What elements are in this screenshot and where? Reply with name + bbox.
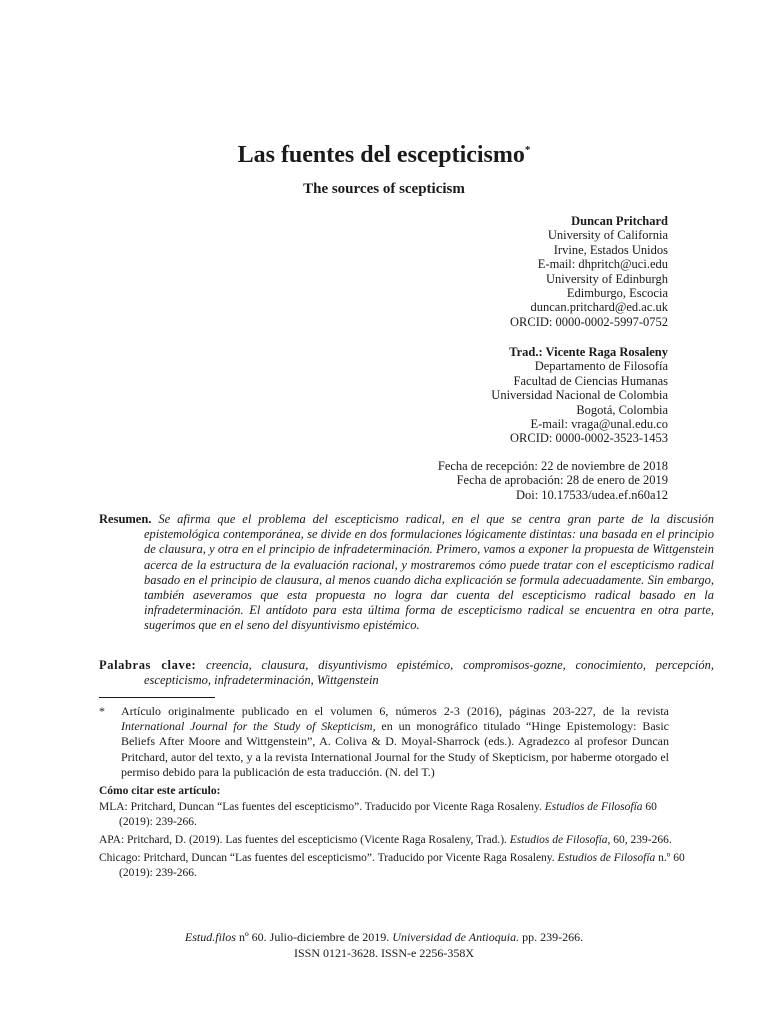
author-email: duncan.pritchard@ed.ac.uk [530,300,668,315]
title-footnote-mark: * [524,144,531,156]
author-block [510,214,668,329]
translator-name: Trad.: Vicente Raga Rosaleny [509,345,668,359]
author-email: E-mail: dhpritch@uci.edu [537,257,668,272]
translator-line: Facultad de Ciencias Humanas [513,373,668,388]
abstract [99,512,714,634]
approved-date: Fecha de aprobación: 28 de enero de 2019 [456,473,668,488]
author-line: University of Edinburgh [546,271,668,286]
citation-heading-block [99,784,669,799]
footer-pages: pp. 239-266. [519,930,584,944]
citation-heading: Cómo citar este artículo: [99,785,221,797]
abstract-label: Resumen. [99,512,152,526]
citation-text: MLA: Pritchard, Duncan “Las fuentes del escepticismo”. Traducido por Vicente Raga Rosaleny. [99,801,545,813]
received-date: Fecha de recepción: 22 de noviembre de 2018 [437,459,668,473]
keywords-text: creencia, clausura, disyuntivismo epistémico, compromisos-gozne, conocimiento, percepción, escepticismo, infradeterminación, Wittgenstein [144,658,714,688]
citation-text: 60 (2019): 239-266. [119,801,657,828]
citation-journal: Estudios de Filosofía [544,801,643,813]
author-line: Irvine, Estados Unidos [553,242,668,257]
footnote-divider [99,697,215,698]
author-line: University of California [547,228,668,243]
footer-journal-line [0,930,768,946]
translator-orcid: ORCID: 0000-0002-3523-1453 [510,431,668,446]
translator-block [491,345,668,446]
citation-text: APA: Pritchard, D. (2019). Las fuentes del escepticismo (Vicente Raga Rosaleny, Trad.). [99,834,510,846]
dates-block [438,459,668,502]
citation-mla [99,800,689,830]
footnote-part: en un monográfico titulado “Hinge Epistemology: Basic Beliefs After Moore and Wittgenstein”, A. Coliva & D. Moyal-Sharrock (eds.). Agradezco al profesor Duncan Pritchard, autor del texto, y a la revista International Journal for the Study of Skepticism, por haberme otorgado el permiso debido para la publicación de esta traducción. (N. del T.) [121,719,670,779]
article-title-text: Las fuentes del escepticismo [237,142,525,168]
footnote [99,704,669,780]
citation-text: n.º 60 (2019): 239-266. [119,852,685,879]
citation-journal: Estudios de Filosofía [557,852,656,864]
translator-line: Bogotá, Colombia [576,402,668,417]
citation-journal: Estudios de Filosofía [509,834,608,846]
citation-chicago [99,851,689,881]
footer-university: Universidad de Antioquia. [392,930,520,944]
footnote-part: Artículo originalmente publicado en el volumen 6, números 2-3 (2016), páginas 203-227, de la revista [121,704,669,718]
translator-email: E-mail: vraga@unal.edu.co [530,417,668,432]
citation-apa [99,833,689,848]
keywords-label: Palabras clave: [99,658,197,672]
footnote-text [121,704,669,780]
translator-line: Universidad Nacional de Colombia [491,388,668,403]
article-subtitle: The sources of scepticism [303,181,465,197]
citation-text: , 60, 239-266. [607,834,672,846]
citation-text: Chicago: Pritchard, Duncan “Las fuentes del escepticismo”. Traducido por Vicente Raga Rosaleny. [99,852,558,864]
translator-line: Departamento de Filosofía [534,359,668,374]
keywords [99,658,714,688]
page-footer [0,930,768,961]
author-orcid: ORCID: 0000-0002-5997-0752 [510,314,668,329]
footnote-journal: International Journal for the Study of Skepticism, [121,719,376,734]
article-title [0,142,768,169]
footer-issn: ISSN 0121-3628. ISSN-e 2256-358X [294,945,474,960]
footer-issue: nº 60. Julio-diciembre de 2019. [235,930,393,944]
author-line: Edimburgo, Escocia [566,286,668,301]
doi: Doi: 10.17533/udea.ef.n60a12 [515,487,668,502]
abstract-text: Se afirma que el problema del escepticismo radical, en el que se centra gran parte de la discusión epistemológica contemporánea, se divide en dos formulaciones lógicamente distintas: una basada en el principio de clausura, y otra en el principio de infradeterminación. Primero, vamos a exponer la propuesta de Wittgenstein acerca de la estructura de la evaluación racional, y mostraremos cómo puede tratar con el escepticismo radical basado en el principio de clausura, al menos cuando dicha explicación se formula adecuadamente. Sin embargo, también aseveramos que esta propuesta no logra dar cuenta del escepticismo radical basado en la infradeterminación. El antídoto para esta última forma de escepticismo radical se encuentra en otra parte, sugerimos que en el seno del disyuntivismo epistémico. [144,512,714,633]
footnote-mark: * [99,704,105,718]
footer-journal: Estud.filos [184,930,236,944]
author-name: Duncan Pritchard [571,214,668,228]
